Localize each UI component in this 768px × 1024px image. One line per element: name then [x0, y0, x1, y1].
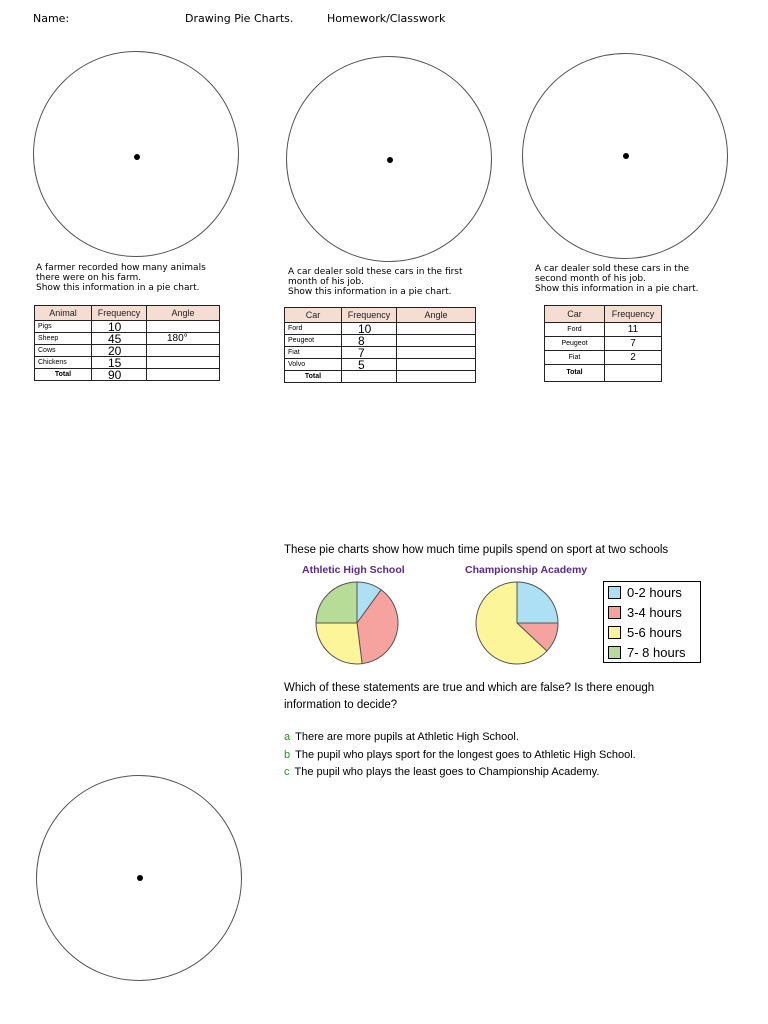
pie-slice-5-6hours — [316, 623, 362, 664]
animal-frequency-table — [34, 305, 220, 381]
table-header: Frequency — [605, 306, 662, 323]
name-label: Name: — [33, 12, 70, 25]
table-header: Animal — [35, 306, 92, 321]
table-header: Angle — [147, 306, 220, 321]
circle-center-dot — [137, 875, 143, 881]
circle-center-dot — [387, 157, 393, 163]
table-total-row: Total — [285, 371, 476, 383]
table-row: Peugeot 8 — [285, 335, 476, 347]
table-row: Peugeot 7 — [545, 337, 662, 351]
car-frequency-table-month-2 — [544, 305, 662, 382]
legend-swatch — [608, 626, 621, 639]
pie-slice-7-8hours — [316, 582, 357, 623]
legend-swatch — [608, 646, 621, 659]
chart-title-athletic: Athletic High School — [302, 564, 405, 576]
statement-a: a There are more pupils at Athletic High School. — [284, 731, 519, 743]
worksheet-type: Homework/Classwork — [327, 12, 446, 25]
table-header: Angle — [397, 308, 476, 323]
legend-swatch — [608, 606, 621, 619]
chart-title-championship: Championship Academy — [465, 564, 588, 576]
legend-item: 3-4 hours — [604, 602, 700, 622]
legend-swatch — [608, 586, 621, 599]
pie-chart-athletic — [310, 576, 404, 670]
statement-c: c The pupil who plays the least goes to Championship Academy. — [284, 766, 600, 778]
chart-legend — [603, 581, 701, 663]
table-header: Car — [285, 308, 342, 323]
table-header: Frequency — [342, 308, 397, 323]
table-row: Ford 11 — [545, 323, 662, 337]
table-row: Sheep 45 180° — [35, 333, 220, 345]
question-1-text: A farmer recorded how many animals there were on his farm. Show this information in a pie chart. — [36, 263, 206, 293]
table-row: Fiat 7 — [285, 347, 476, 359]
sport-intro-text: These pie charts show how much time pupils spend on sport at two schools — [284, 544, 669, 556]
worksheet-title: Drawing Pie Charts. — [185, 12, 294, 25]
pie-chart-championship — [470, 576, 564, 670]
table-row: Ford 10 — [285, 323, 476, 335]
question-2-text: A car dealer sold these cars in the first month of his job. Show this information in a pie chart. — [288, 267, 463, 297]
question-3-text: A car dealer sold these cars in the second month of his job. Show this information in a pie chart. — [535, 264, 699, 294]
car-frequency-table-month-1 — [284, 307, 476, 383]
table-row: Pigs 10 — [35, 321, 220, 333]
table-row: Chickens 15 — [35, 357, 220, 369]
pie-slice-0-2hours — [517, 582, 558, 623]
table-row: Fiat 2 — [545, 351, 662, 365]
table-total-row: Total — [545, 365, 662, 382]
table-total-row: Total 90 — [35, 369, 220, 381]
circle-center-dot — [623, 153, 629, 159]
legend-item: 7- 8 hours — [604, 642, 700, 662]
statement-b: b The pupil who plays sport for the longest goes to Athletic High School. — [284, 749, 636, 761]
table-header: Frequency — [92, 306, 147, 321]
table-header: Car — [545, 306, 605, 323]
table-row: Cows 20 — [35, 345, 220, 357]
circle-center-dot — [134, 154, 140, 160]
sport-question: Which of these statements are true and which are false? Is there enough information to decide? — [284, 682, 655, 711]
legend-item: 0-2 hours — [604, 582, 700, 602]
legend-item: 5-6 hours — [604, 622, 700, 642]
table-row: Volvo 5 — [285, 359, 476, 371]
